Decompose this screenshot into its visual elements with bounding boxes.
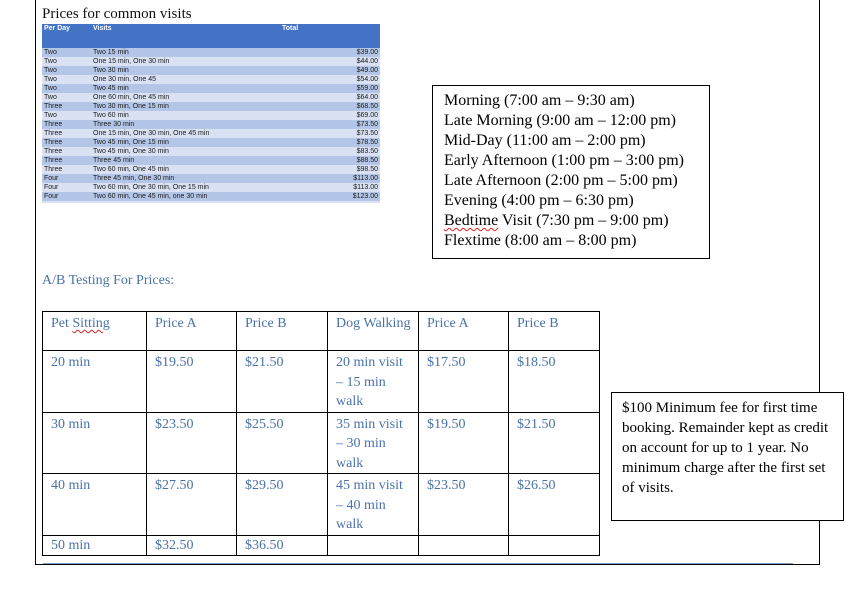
- cell-total: $64.00: [280, 93, 380, 102]
- table-row: [42, 66, 380, 75]
- minimum-fee-note: $100 Minimum fee for first time booking. Remainder kept as credit on account for up to 1 year. No minimum charge after the first set of visits.: [611, 392, 844, 521]
- table-row: [42, 192, 380, 201]
- cell-per-day: Two: [42, 66, 91, 75]
- cell-total: $113.00: [280, 183, 380, 192]
- cell-dw-price-a: $19.50: [419, 412, 509, 474]
- cell-dw-price-b: [509, 535, 600, 555]
- table-row: [42, 75, 380, 84]
- ab-testing-table: [42, 311, 600, 556]
- table-row: [42, 183, 380, 192]
- table-row: [42, 102, 380, 111]
- header-visits: Visits: [91, 24, 280, 48]
- cell-price-a: $19.50: [147, 351, 237, 413]
- cell-per-day: Four: [42, 183, 91, 192]
- cell-per-day: Three: [42, 102, 91, 111]
- cell-dw-price-a: [419, 535, 509, 555]
- cell-per-day: Three: [42, 120, 91, 129]
- cell-pet-sitting: 50 min: [43, 535, 147, 555]
- cell-per-day: Two: [42, 111, 91, 120]
- cell-total: $73.50: [280, 129, 380, 138]
- table-row: [42, 147, 380, 156]
- cell-total: $113.00: [280, 174, 380, 183]
- cell-total: $83.50: [280, 147, 380, 156]
- cell-per-day: Three: [42, 156, 91, 165]
- cell-visits: Two 30 min: [91, 66, 280, 75]
- time-slot-text: Visit (7:30 pm – 9:00 pm): [498, 212, 669, 229]
- table-row: [42, 93, 380, 102]
- header-price-b: Price B: [237, 312, 328, 351]
- ab-header-row: [43, 312, 600, 351]
- header-price-a: Price A: [147, 312, 237, 351]
- cell-per-day: Two: [42, 84, 91, 93]
- cell-dog-walking: 35 min visit – 30 min walk: [328, 412, 419, 474]
- table-row: [42, 48, 380, 57]
- cell-per-day: Three: [42, 138, 91, 147]
- cell-per-day: Four: [42, 192, 91, 201]
- table-row: [42, 84, 380, 93]
- cell-visits: One 30 min, One 45: [91, 75, 280, 84]
- cell-dw-price-a: $17.50: [419, 351, 509, 413]
- cell-visits: One 15 min, One 30 min, One 45 min: [91, 129, 280, 138]
- table-row: [42, 129, 380, 138]
- cell-visits: Three 45 min, One 30 min: [91, 174, 280, 183]
- table-header-row: [42, 24, 380, 48]
- table-row: [42, 156, 380, 165]
- ab-table-row: [43, 412, 600, 474]
- spellcheck-word[interactable]: Sitting: [72, 316, 110, 331]
- cell-visits: Two 60 min, One 30 min, One 15 min: [91, 183, 280, 192]
- cell-total: $49.00: [280, 66, 380, 75]
- cell-price-b: $21.50: [237, 351, 328, 413]
- time-slot: Late Morning (9:00 am – 12:00 pm): [444, 112, 676, 129]
- cell-dw-price-b: $26.50: [509, 474, 600, 536]
- cell-dw-price-b: $18.50: [509, 351, 600, 413]
- table-row: [42, 57, 380, 66]
- header-dog-walking: Dog Walking: [328, 312, 419, 351]
- cell-visits: Three 30 min: [91, 120, 280, 129]
- cell-price-a: $32.50: [147, 535, 237, 555]
- cell-per-day: Three: [42, 147, 91, 156]
- cell-visits: Two 30 min, One 15 min: [91, 102, 280, 111]
- cell-per-day: Three: [42, 129, 91, 138]
- ab-testing-title: A/B Testing For Prices:: [42, 273, 175, 288]
- cell-dog-walking: [328, 535, 419, 555]
- cell-visits: Two 60 min, One 45 min: [91, 165, 280, 174]
- cell-total: $59.00: [280, 84, 380, 93]
- cell-pet-sitting: 30 min: [43, 412, 147, 474]
- cell-visits: Two 45 min, One 15 min: [91, 138, 280, 147]
- time-slots-box: [432, 85, 710, 259]
- spellcheck-word[interactable]: Bedtime: [444, 212, 499, 229]
- cell-total: $78.50: [280, 138, 380, 147]
- document-title: Prices for common visits: [42, 6, 192, 22]
- ab-table-row: [43, 351, 600, 413]
- cell-total: $123.00: [280, 192, 380, 201]
- header-text: Pet: [51, 316, 73, 331]
- cell-total: $68.50: [280, 102, 380, 111]
- cell-per-day: Three: [42, 165, 91, 174]
- cell-visits: Two 60 min, One 45 min, one 30 min: [91, 192, 280, 201]
- table-row: [42, 138, 380, 147]
- table-footer-strip: [42, 201, 380, 203]
- cell-price-a: $27.50: [147, 474, 237, 536]
- cell-per-day: Four: [42, 174, 91, 183]
- cell-total: $39.00: [280, 48, 380, 57]
- ab-table-row: [43, 474, 600, 536]
- table-row: [42, 174, 380, 183]
- divider: [43, 563, 793, 564]
- cell-pet-sitting: 20 min: [43, 351, 147, 413]
- time-slot: Early Afternoon (1:00 pm – 3:00 pm): [444, 152, 684, 169]
- cell-price-a: $23.50: [147, 412, 237, 474]
- cell-dw-price-a: $23.50: [419, 474, 509, 536]
- cell-dw-price-b: $21.50: [509, 412, 600, 474]
- cell-total: $54.00: [280, 75, 380, 84]
- cell-visits: Three 45 min: [91, 156, 280, 165]
- time-slot: [444, 211, 709, 231]
- time-slot: Mid-Day (11:00 am – 2:00 pm): [444, 132, 646, 149]
- time-slot: Evening (4:00 pm – 6:30 pm): [444, 192, 634, 209]
- cell-price-b: $25.50: [237, 412, 328, 474]
- table-row: [42, 111, 380, 120]
- cell-total: $88.50: [280, 156, 380, 165]
- ab-table-row: [43, 535, 600, 555]
- header-per-day: Per Day: [42, 24, 91, 48]
- header-total: Total: [280, 24, 380, 48]
- header-pet-sitting: [43, 312, 147, 351]
- cell-total: $69.00: [280, 111, 380, 120]
- table-row: [42, 165, 380, 174]
- cell-pet-sitting: 40 min: [43, 474, 147, 536]
- cell-total: $73.50: [280, 120, 380, 129]
- cell-visits: One 60 min, One 45 min: [91, 93, 280, 102]
- common-visits-table: [42, 24, 380, 203]
- cell-per-day: Two: [42, 57, 91, 66]
- cell-visits: Two 45 min, One 30 min: [91, 147, 280, 156]
- cell-visits: Two 15 min: [91, 48, 280, 57]
- cell-visits: Two 45 min: [91, 84, 280, 93]
- cell-total: $98.50: [280, 165, 380, 174]
- cell-visits: One 15 min, One 30 min: [91, 57, 280, 66]
- cell-price-b: $29.50: [237, 474, 328, 536]
- time-slot: Flextime (8:00 am – 8:00 pm): [444, 232, 637, 249]
- cell-dog-walking: 45 min visit – 40 min walk: [328, 474, 419, 536]
- cell-price-b: $36.50: [237, 535, 328, 555]
- cell-per-day: Two: [42, 93, 91, 102]
- cell-per-day: Two: [42, 75, 91, 84]
- time-slot: Late Afternoon (2:00 pm – 5:00 pm): [444, 172, 678, 189]
- header-dw-price-a: Price A: [419, 312, 509, 351]
- cell-dog-walking: 20 min visit – 15 min walk: [328, 351, 419, 413]
- cell-total: $44.00: [280, 57, 380, 66]
- cell-per-day: Two: [42, 48, 91, 57]
- cell-visits: Two 60 min: [91, 111, 280, 120]
- time-slot: Morning (7:00 am – 9:30 am): [444, 92, 635, 109]
- header-dw-price-b: Price B: [509, 312, 600, 351]
- table-row: [42, 120, 380, 129]
